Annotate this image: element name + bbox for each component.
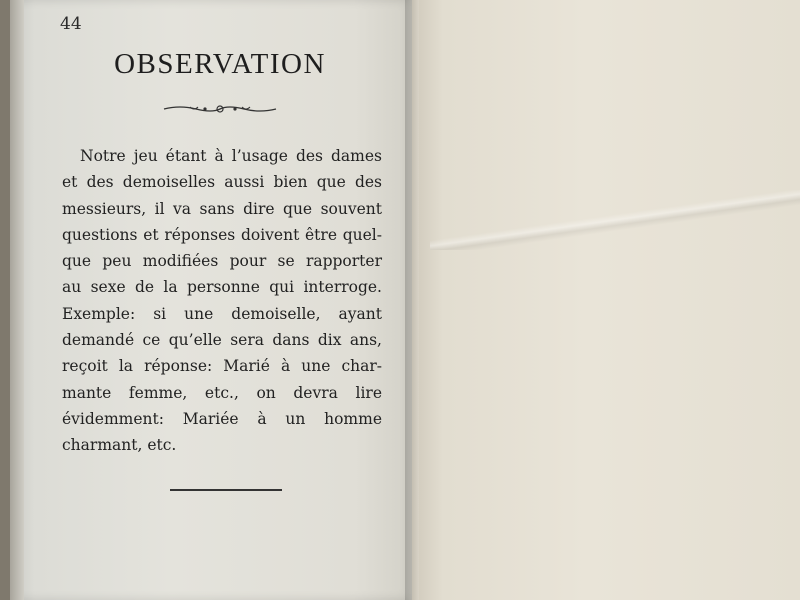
text-line: charmant, etc. bbox=[62, 436, 177, 455]
page-number: 44 bbox=[60, 14, 82, 34]
text-line: demandé ce qu’elle sera dans dix ans, bbox=[62, 331, 382, 350]
text-line: questions et réponses doivent être quel- bbox=[62, 225, 382, 244]
closing-rule bbox=[170, 489, 282, 491]
text-line: au sexe de la personne qui interroge. bbox=[62, 278, 382, 297]
right-page-blank bbox=[412, 0, 800, 600]
text-line: mante femme, etc., on devra lire bbox=[62, 383, 382, 402]
page-title: OBSERVATION bbox=[114, 48, 326, 80]
text-line: et des demoiselles aussi bien que des bbox=[62, 173, 382, 192]
text-line: messieurs, il va sans dire que souvent bbox=[62, 199, 382, 218]
observation-paragraph bbox=[62, 143, 382, 459]
text-line: que peu modifiées pour se rapporter bbox=[62, 252, 382, 271]
ornament-divider-icon bbox=[160, 102, 280, 116]
text-line: évidemment: Mariée à un homme bbox=[62, 409, 382, 428]
text-line: Exemple: si une demoiselle, ayant bbox=[62, 304, 382, 323]
paper-fold bbox=[430, 190, 800, 250]
text-line: Notre jeu étant à l’usage des dames bbox=[80, 147, 382, 165]
text-line: reçoit la réponse: Marié à une char- bbox=[62, 357, 382, 376]
book-spine-crease bbox=[405, 0, 419, 600]
page-edge bbox=[10, 0, 24, 600]
